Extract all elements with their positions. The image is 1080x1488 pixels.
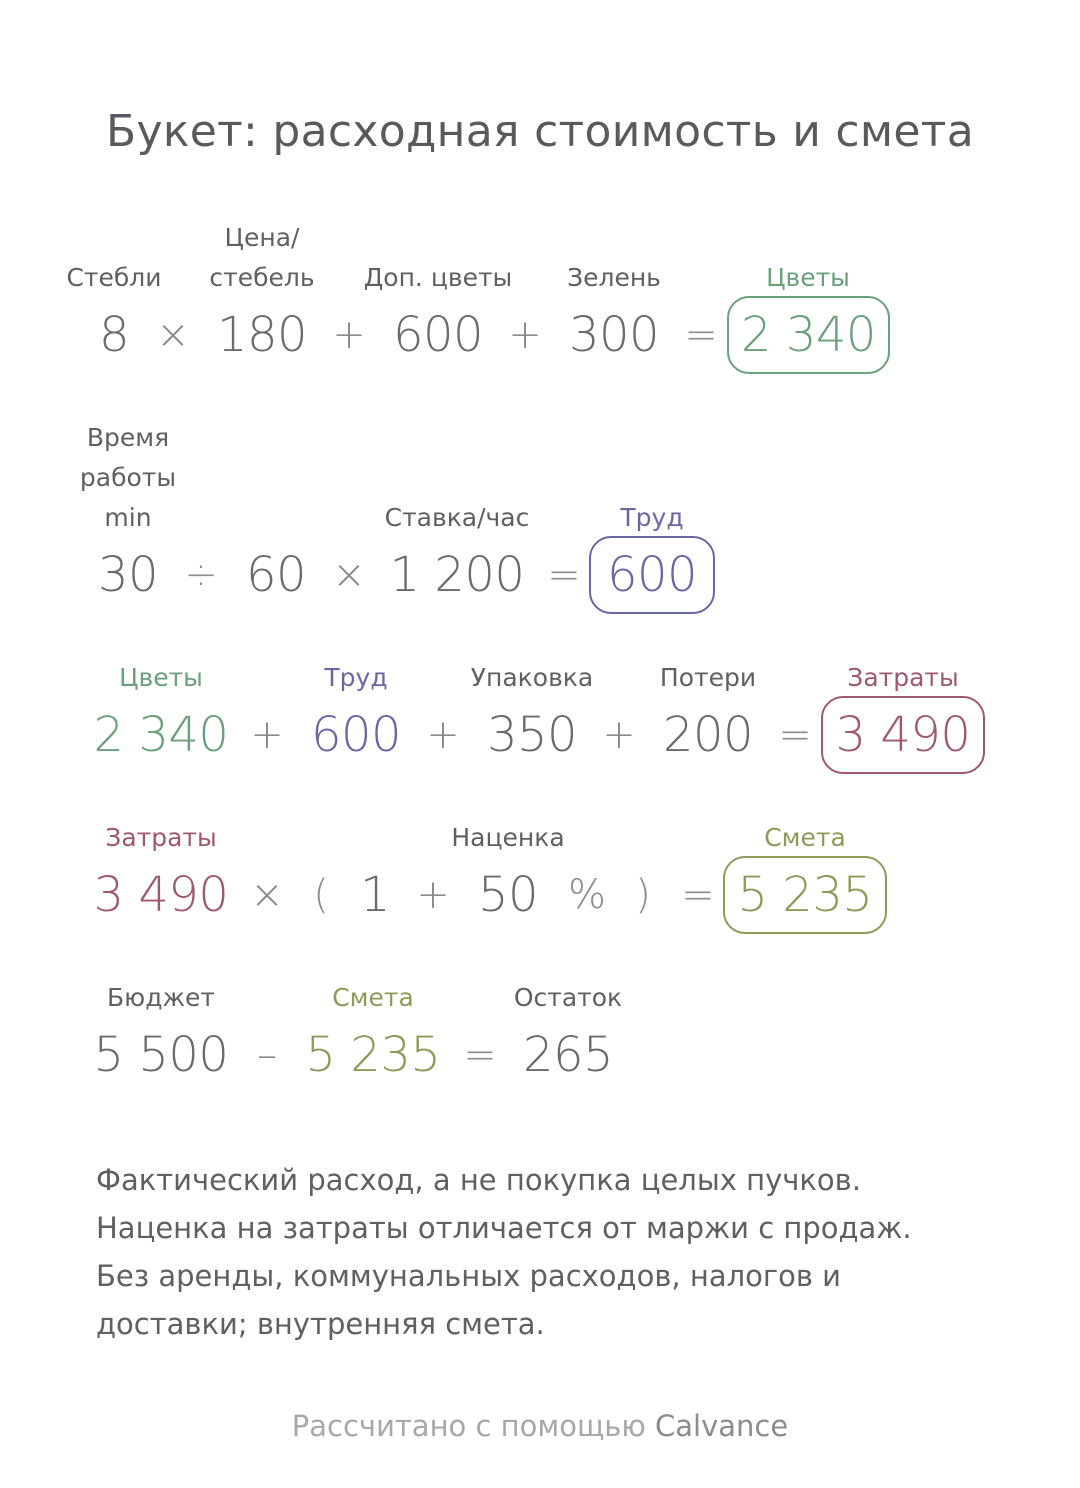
result-costs: 3 490 xyxy=(821,696,985,774)
result-flowers: 2 340 xyxy=(727,296,890,374)
op-plus: + xyxy=(508,312,542,358)
op-percent: % xyxy=(567,872,607,918)
value-losses: 200 xyxy=(662,707,754,763)
label-losses: Потери xyxy=(659,663,757,692)
value-stems: 8 xyxy=(98,307,130,363)
note-line: Наценка на затраты отличается от маржи с продаж. xyxy=(96,1211,912,1245)
value-price-per-stem: 180 xyxy=(216,307,308,363)
op-equals: = xyxy=(778,712,812,758)
value-labor: 600 xyxy=(310,707,402,763)
page-title: Букет: расходная стоимость и смета xyxy=(106,106,974,157)
op-plus: + xyxy=(426,712,460,758)
value-budget: 5 500 xyxy=(93,1027,229,1083)
label-packaging: Упаковка xyxy=(470,663,594,692)
op-equals: = xyxy=(463,1032,497,1078)
op-divide: ÷ xyxy=(184,552,218,598)
value-one: 1 xyxy=(359,867,391,923)
op-plus: + xyxy=(250,712,284,758)
value-remainder: 265 xyxy=(522,1027,614,1083)
op-close-paren: ) xyxy=(635,872,651,918)
label-markup: Наценка xyxy=(451,823,565,852)
op-multiply: × xyxy=(332,552,366,598)
op-minus: – xyxy=(257,1032,277,1078)
label-hourly-rate: Ставка/час xyxy=(384,503,530,532)
op-multiply: × xyxy=(156,312,190,358)
op-equals: = xyxy=(547,552,581,598)
note-line: Фактический расход, а не покупка целых пучков. xyxy=(96,1163,861,1197)
footer-credit xyxy=(0,1406,1080,1446)
label-price-per-stem-1: Цена/ xyxy=(224,223,300,252)
label-estimate: Смета xyxy=(332,983,414,1012)
label-costs: Затраты xyxy=(105,823,217,852)
label-work-time-unit: min xyxy=(104,503,152,532)
notes xyxy=(96,1156,996,1348)
label-extra-flowers: Доп. цветы xyxy=(363,263,513,292)
value-extra-flowers: 600 xyxy=(392,307,484,363)
label-labor-result: Труд xyxy=(620,503,684,532)
result-estimate: 5 235 xyxy=(723,856,887,934)
note-line: Без аренды, коммунальных расходов, налогов и xyxy=(96,1259,842,1293)
label-costs-result: Затраты xyxy=(847,663,959,692)
label-flowers-result: Цветы xyxy=(766,263,850,292)
value-minutes: 60 xyxy=(245,547,307,603)
op-open-paren: ( xyxy=(313,872,329,918)
label-labor: Труд xyxy=(324,663,388,692)
label-work-time-2: работы xyxy=(79,463,177,492)
op-equals: = xyxy=(681,872,715,918)
op-plus: + xyxy=(332,312,366,358)
value-flowers: 2 340 xyxy=(93,707,229,763)
label-stems: Стебли xyxy=(66,263,162,292)
value-costs: 3 490 xyxy=(93,867,229,923)
value-estimate: 5 235 xyxy=(305,1027,441,1083)
result-labor: 600 xyxy=(589,536,715,614)
op-multiply: × xyxy=(250,872,284,918)
label-price-per-stem-2: стебель xyxy=(209,263,315,292)
label-budget: Бюджет xyxy=(107,983,215,1012)
label-work-time-1: Время xyxy=(86,423,170,452)
op-plus: + xyxy=(416,872,450,918)
op-plus: + xyxy=(602,712,636,758)
label-greenery: Зелень xyxy=(567,263,661,292)
value-greenery: 300 xyxy=(568,307,660,363)
label-remainder: Остаток xyxy=(513,983,623,1012)
label-flowers: Цветы xyxy=(119,663,203,692)
note-line: доставки; внутренняя смета. xyxy=(96,1307,545,1341)
value-packaging: 350 xyxy=(486,707,578,763)
value-markup: 50 xyxy=(477,867,539,923)
op-equals: = xyxy=(684,312,718,358)
value-work-time: 30 xyxy=(97,547,159,603)
value-hourly-rate: 1 200 xyxy=(389,547,525,603)
footer-prefix: Рассчитано с помощью xyxy=(291,1409,656,1443)
footer-brand[interactable]: Calvance xyxy=(655,1409,789,1443)
label-estimate-result: Смета xyxy=(764,823,846,852)
